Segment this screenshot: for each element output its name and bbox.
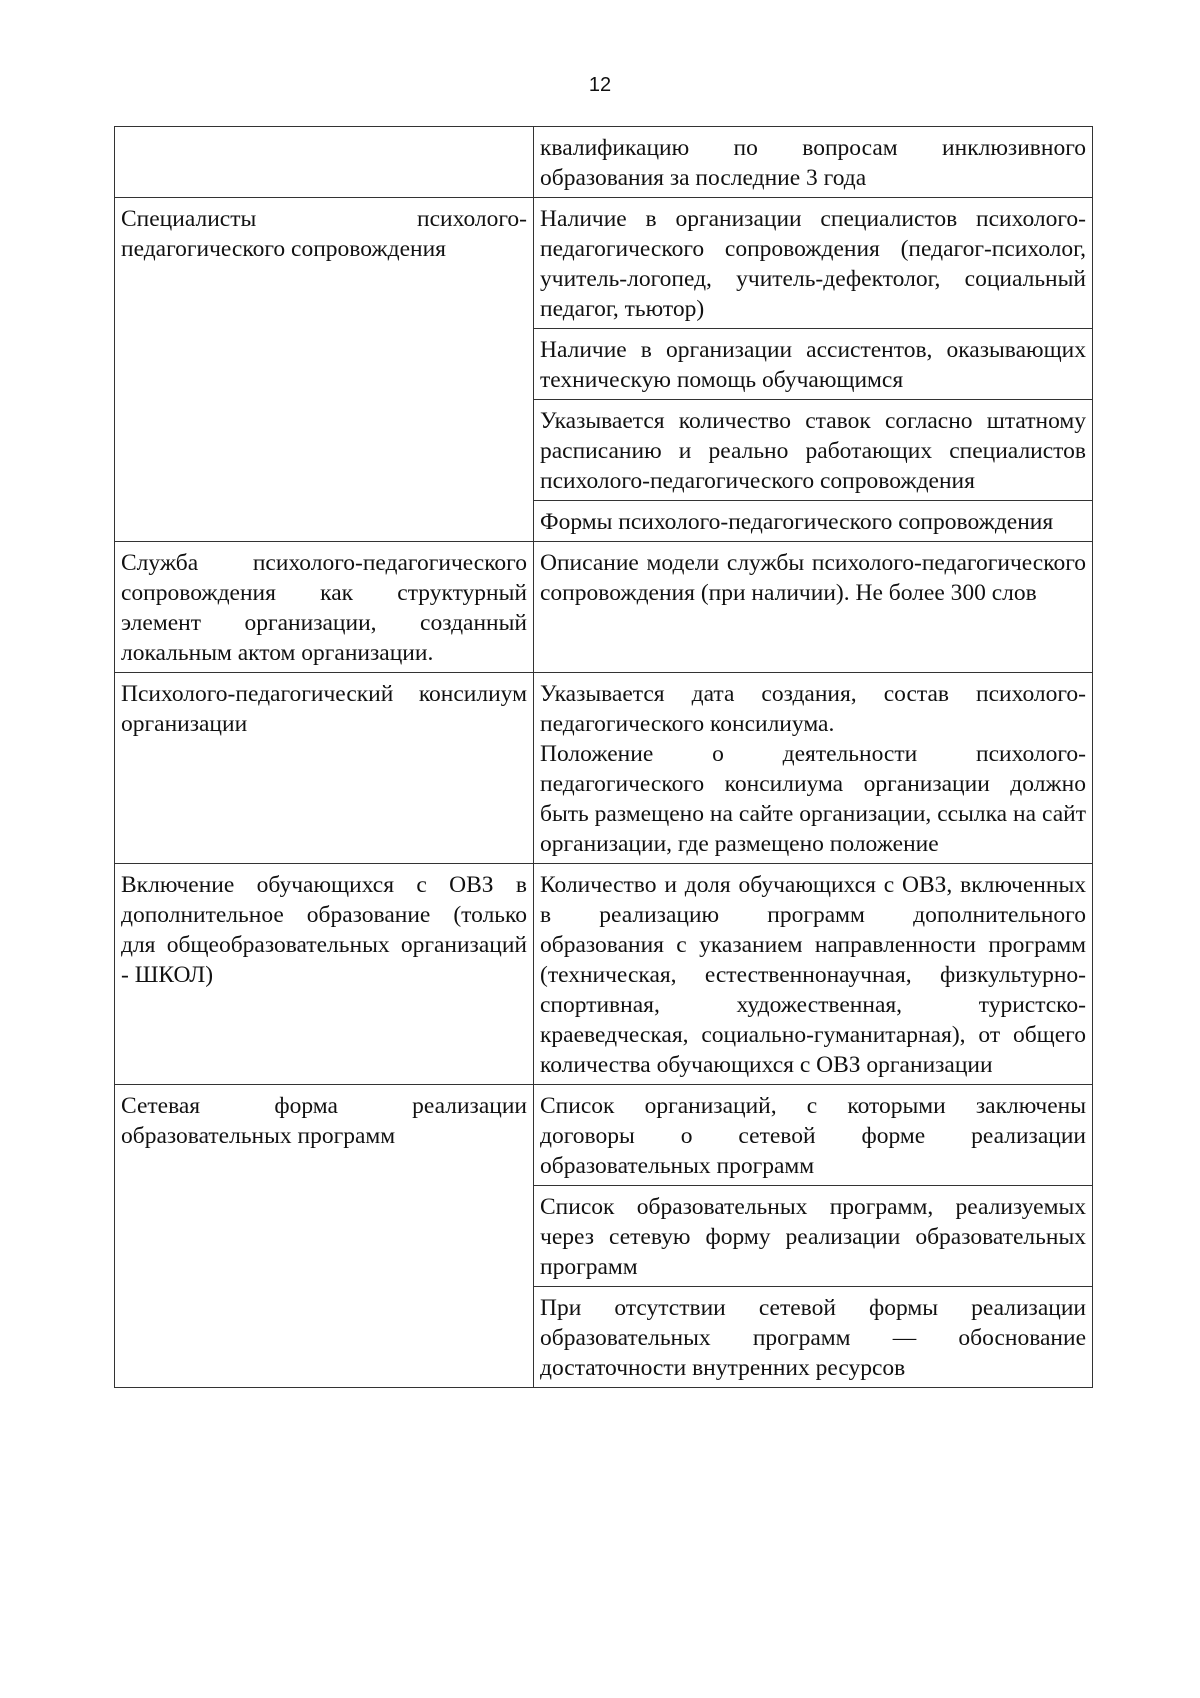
table-row [115, 542, 1093, 673]
cell-paragraph: Положение о деятельности психолого-педагогического консилиума организации должно быть размещено на сайте организации, ссылка на сайт организации, где размещено положение [540, 741, 1086, 857]
cell-paragraph: Указывается дата создания, состав психолого-педагогического консилиума. [540, 681, 1086, 737]
page-number: 12 [588, 74, 612, 96]
table-cell-left: Психолого-педагогический консилиум организации [115, 673, 534, 864]
table-cell-left: Сетевая форма реализации образовательных программ [115, 1085, 534, 1388]
table-cell-right: Наличие в организации ассистентов, оказывающих техническую помощь обучающимся [534, 329, 1093, 400]
table-row [115, 1085, 1093, 1186]
criteria-table [114, 126, 1093, 1388]
table-cell-left: Специалисты психолого-педагогического сопровождения [115, 198, 534, 542]
table-cell-left: Включение обучающихся с ОВЗ в дополнительное образование (только для общеобразовательных организаций - ШКОЛ) [115, 864, 534, 1085]
table-row [115, 198, 1093, 329]
table-row [115, 127, 1093, 198]
table-cell-right: квалификацию по вопросам инклюзивного образования за последние 3 года [534, 127, 1093, 198]
table-cell-right: Наличие в организации специалистов психолого-педагогического сопровождения (педагог-психолог, учитель-логопед, учитель-дефектолог, социальный педагог, тьютор) [534, 198, 1093, 329]
table-cell-right [534, 673, 1093, 864]
table-row [115, 673, 1093, 864]
table-cell-right: Список организаций, с которыми заключены договоры о сетевой форме реализации образовательных программ [534, 1085, 1093, 1186]
table-cell-right: При отсутствии сетевой формы реализации образовательных программ — обоснование достаточности внутренних ресурсов [534, 1287, 1093, 1388]
table-cell-left: Служба психолого-педагогического сопровождения как структурный элемент организации, созданный локальным актом организации. [115, 542, 534, 673]
table-cell-right: Список образовательных программ, реализуемых через сетевую форму реализации образовательных программ [534, 1186, 1093, 1287]
table-cell-left [115, 127, 534, 198]
table-cell-right: Указывается количество ставок согласно штатному расписанию и реально работающих специалистов психолого-педагогического сопровождения [534, 400, 1093, 501]
table-cell-right: Количество и доля обучающихся с ОВЗ, включенных в реализацию программ дополнительного образования с указанием направленности программ (техническая, естественнонаучная, физкультурно-спортивная, художественная, туристско-краеведческая, социально-гуманитарная), от общего количества обучающихся с ОВЗ организации [534, 864, 1093, 1085]
table-cell-right: Формы психолого-педагогического сопровождения [534, 501, 1093, 542]
table-cell-right: Описание модели службы психолого-педагогического сопровождения (при наличии). Не более 300 слов [534, 542, 1093, 673]
table-row [115, 864, 1093, 1085]
